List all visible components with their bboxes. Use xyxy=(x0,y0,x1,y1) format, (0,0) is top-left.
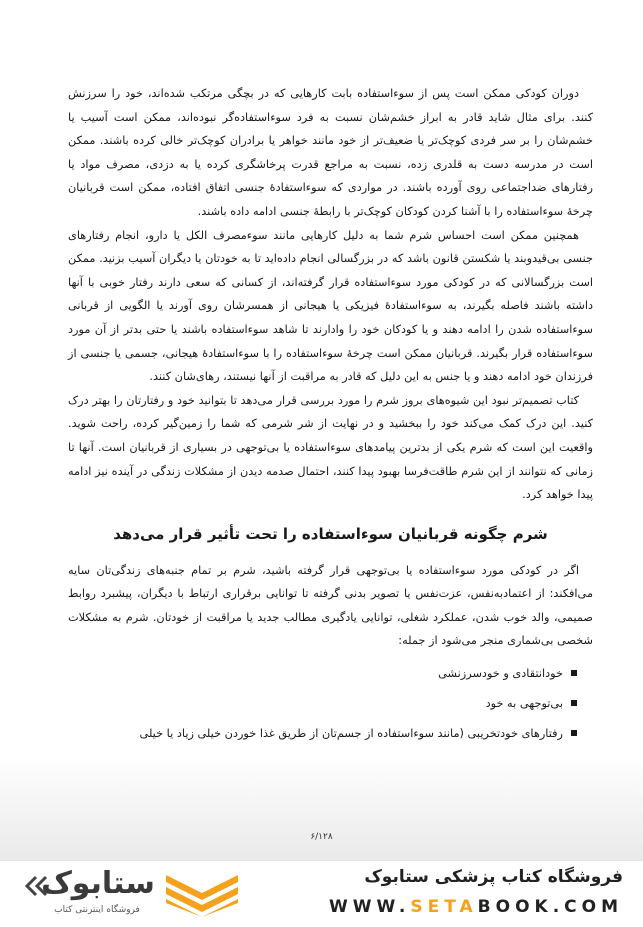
logo-wordmark: ستابوک xyxy=(41,866,155,901)
page-content xyxy=(68,82,593,749)
list-item-text: رفتارهای خودتخریبی (مانند سوءاستفاده از جسم‌تان از طریق غذا خوردن خیلی زیاد یا خیلی xyxy=(139,727,563,741)
bullet-icon xyxy=(571,700,577,706)
paragraph-1: دوران کودکی ممکن است پس از سوءاستفاده بابت کارهایی که در بچگی مرتکب شده‌اند، خود را سرزنش کنند. برای مثال شاید قادر به ابراز خشم‌شان نسبت به فرد سوءاستفاده‌گر نبوده‌اند، ممکن است آسیب یا خشم‌شان را بر سر فردی کوچک‌تر یا ضعیف‌تر از خود مانند خواهر یا برادران کوچک‌تر خالی کرده باشند. ممکن است در مدرسه دست به قلدری زده، نسبت به مراجع قدرت پرخاشگری کرده یا به دزدی، مصرف مواد یا رفتارهای ضداجتماعی روی آورده باشند. در مواردی که سوءاستفادهٔ جنسی اتفاق افتاده، ممکن است قربانیان چرخهٔ سوءاستفاده را با آشنا کردن کودکان کوچک‌تر با رابطهٔ جنسی ادامه داده باشند. xyxy=(68,87,593,218)
bullet-list xyxy=(68,659,593,749)
url-accent: SETA xyxy=(410,897,478,917)
url-prefix: WWW. xyxy=(329,897,411,917)
list-item-text: خودانتقادی و خودسرزنشی xyxy=(438,667,563,681)
bullet-icon xyxy=(571,670,577,676)
page-number: ۶/۱۲۸ xyxy=(310,832,333,842)
paragraph-2: همچنین ممکن است احساس شرم شما به دلیل کارهایی مانند سوءمصرف الکل یا دارو، انجام رفتارهای جنسی بی‌قیدوبند یا شکستن قانون باشد که در بزرگسالی انجام داده‌اید تا به خودتان یا دیگران آسیب بزنید. ممکن است بزرگسالانی که در کودکی مورد سوءاستفاده قرار گرفته‌اند، از کسانی که سعی دارند رفتار خوبی با آنها داشته باشند فاصله بگیرند، به سوءاستفادهٔ فیزیکی یا هیجانی از همسرشان روی آورند یا الگویی از قربانی سوءاستفاده شدن را ادامه دهند و یا کودکان خود را وادارند تا شاهد سوءاستفاده باشند یا حتی بدتر از آن مورد سوءاستفاده قرار بگیرند. قربانیان ممکن است چرخهٔ سوءاستفاده را با سوءاستفادهٔ هیجانی، جسمی یا جنسی از فرزندان خود ادامه دهند و یا جنس به این دلیل که قادر به مراقبت از آنها نیستند، رهای‌شان کنند. xyxy=(68,228,593,384)
bullet-icon xyxy=(571,730,577,736)
book-stack-icon xyxy=(162,873,244,917)
logo-tagline: فروشگاه اینترنتی کتاب xyxy=(54,905,140,915)
list-item xyxy=(68,689,577,719)
store-footer xyxy=(0,860,643,927)
list-item-text: بی‌توجهی به خود xyxy=(485,697,563,711)
paragraph-3: کتاب تصمیم‌تر نبود این شیوه‌های بروز شرم را مورد بررسی قرار می‌دهد تا بتوانید خود و رفتارتان را بهتر درک کنید. این درک کمک می‌کند خود را ببخشید و در نهایت از شر شرمی که شما را زمین‌گیر کرده، راحت شوید. واقعیت این است که شرم یکی از بدترین پیامدهای سوءاستفاده یا بی‌توجهی در بسیاری از قربانیان است. آنها تا زمانی که نتوانند از این شرم طاقت‌فرسا بهبود پیدا کنند، احتمال صدمه دیدن از مشکلات زندگی در آینده نیز ادامه پیدا خواهد کرد. xyxy=(68,393,593,502)
store-logo[interactable] xyxy=(22,865,252,925)
list-item xyxy=(68,719,577,749)
store-url[interactable] xyxy=(329,897,623,917)
list-item xyxy=(68,659,577,689)
section-heading: شرم چگونه قربانیان سوءاستفاده را تحت تأثیر قرار می‌دهد xyxy=(113,524,548,543)
paragraph-4: اگر در کودکی مورد سوءاستفاده یا بی‌توجهی قرار گرفته باشید، شرم بر تمام جنبه‌های زندگی‌تان سایه می‌افکند: از اعتمادبه‌نفس، عزت‌نفس یا تصویر بدنی گرفته تا توانایی برقراری ارتباط با دیگران، پیشبرد روابط صمیمی، والد خوب شدن، عملکرد شغلی، توانایی یادگیری مطالب جدید یا مراقبت از خودتان. شرم به مشکلات شخصی بی‌شماری منجر می‌شود از جمله: xyxy=(68,563,593,648)
url-suffix: BOOK.COM xyxy=(477,897,623,917)
store-title: فروشگاه کتاب پزشکی ستابوک xyxy=(364,867,623,887)
